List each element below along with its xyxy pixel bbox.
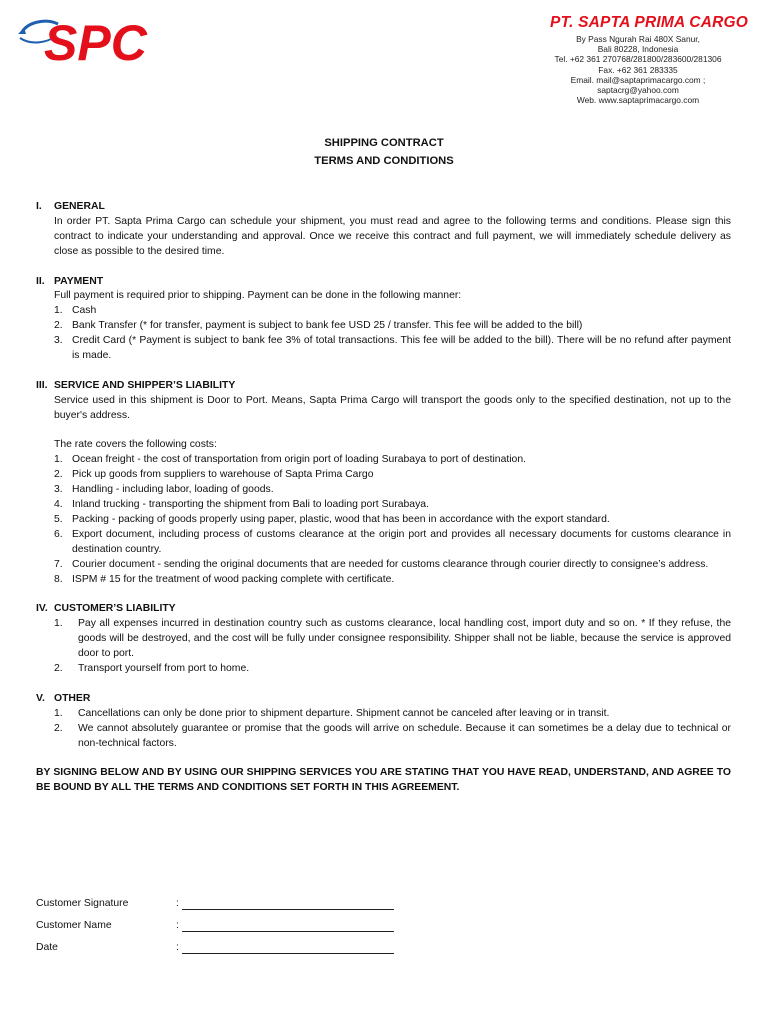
list-item: 3. Handling - including labor, loading of goods. xyxy=(54,484,274,496)
company-address xyxy=(528,34,748,105)
section-text: Full payment is required prior to shipping. Payment can be done in the following manner: xyxy=(54,290,462,302)
section-heading xyxy=(36,200,731,215)
list-item: 2. Pick up goods from suppliers to warehouse of Sapta Prima Cargo xyxy=(54,469,374,481)
customer-list xyxy=(54,617,731,677)
section-number: III. xyxy=(36,379,48,391)
section-number: II. xyxy=(36,275,45,287)
name-row: Customer Name : xyxy=(36,914,394,936)
section-number: IV. xyxy=(36,603,48,615)
section-service xyxy=(36,379,731,588)
section-heading xyxy=(36,379,731,394)
section-number: I. xyxy=(36,201,42,212)
list-item: 3. Credit Card (* Payment is subject to bank fee 3% of total transactions. This fee will be added to the bill). There will be no refund after payment is made. xyxy=(54,335,731,362)
rate-intro: The rate covers the following costs: xyxy=(54,439,217,451)
web-line: Web. www.saptaprimacargo.com xyxy=(576,95,700,106)
other-list xyxy=(54,707,731,752)
section-title: GENERAL xyxy=(54,201,105,212)
section-other xyxy=(36,692,731,752)
fax-line: Fax. +62 361 283335 xyxy=(598,64,678,75)
section-text: In order PT. Sapta Prima Cargo can schedule your shipment, you must read and agree to the following terms and conditions. Please sign this contract to indicate your understanding and approval. Once we receive this contract and full payment, we will immediately schedule delivery as close as possible to the desired time. xyxy=(54,215,731,257)
cost-list xyxy=(54,453,731,587)
name-field[interactable] xyxy=(182,921,394,932)
section-heading xyxy=(36,275,731,290)
list-item: 1. Pay all expenses incurred in destination country such as customs clearance, local handling cost, import duty and so on. * If they refuse, the goods will be destroyed, and the cost will be fully under consignee responsibility. Shipper shall not be liable, because the service is approved door to port. xyxy=(54,618,731,660)
signature-row: Customer Signature : xyxy=(36,892,394,914)
date-row: Date : xyxy=(36,936,394,958)
terms-body xyxy=(36,200,731,796)
list-item: 2. Transport yourself from port to home. xyxy=(54,663,250,675)
name-label: Customer Name xyxy=(36,919,112,931)
closing-statement: BY SIGNING BELOW AND BY USING OUR SHIPPING SERVICES YOU ARE STATING THAT YOU HAVE READ, UNDERSTAND, AND AGREE TO BE BOUND BY ALL THE TERMS AND CONDITIONS SET FORTH IN THIS AGREEMENT. xyxy=(36,767,731,794)
phone-line: Tel. +62 361 270768/281800/283600/281306 xyxy=(554,54,722,65)
email-line: Email. mail@saptaprimacargo.com ; xyxy=(570,74,706,85)
section-number: V. xyxy=(36,692,45,704)
address-line: By Pass Ngurah Rai 480X Sanur, xyxy=(576,34,700,44)
section-title: OTHER xyxy=(54,692,91,704)
section-customer-liability xyxy=(36,602,731,677)
email-line: saptacrg@yahoo.com xyxy=(597,85,679,96)
section-heading xyxy=(36,602,731,617)
logo-text: SPC xyxy=(44,15,147,68)
date-field[interactable] xyxy=(182,943,394,954)
section-general xyxy=(36,200,731,260)
section-title: PAYMENT xyxy=(54,275,104,287)
section-title: SERVICE AND SHIPPER’S LIABILITY xyxy=(54,379,236,391)
document-subtitle: TERMS AND CONDITIONS xyxy=(314,155,454,167)
signature-block xyxy=(36,892,394,958)
spc-logo xyxy=(18,12,163,68)
signature-label: Customer Signature xyxy=(36,897,129,909)
company-name: PT. SAPTA PRIMA CARGO xyxy=(550,14,748,31)
payment-list xyxy=(54,304,731,364)
signature-field[interactable] xyxy=(182,899,394,910)
section-title: CUSTOMER’S LIABILITY xyxy=(54,603,176,615)
list-item: 1. Ocean freight - the cost of transportation from origin port of loading Surabaya to port of destination. xyxy=(54,454,526,466)
address-line: Bali 80228, Indonesia xyxy=(597,44,679,55)
section-payment xyxy=(36,275,731,364)
list-item: 8. ISPM # 15 for the treatment of wood packing complete with certificate. xyxy=(54,573,395,585)
section-text: Service used in this shipment is Door to Port. Means, Sapta Prima Cargo will transport the goods only to the specified destination, not up to the buyer's address. xyxy=(54,394,731,421)
list-item: 4. Inland trucking - transporting the shipment from Bali to loading port Surabaya. xyxy=(54,499,429,511)
section-heading xyxy=(36,692,731,707)
document-title: SHIPPING CONTRACT xyxy=(324,137,444,149)
list-item: 2. We cannot absolutely guarantee or promise that the goods will arrive on schedule. Because it can sometimes be a delay due to technical or non-technical factors. xyxy=(54,722,731,749)
company-info xyxy=(528,14,748,105)
list-item: 1. Cancellations can only be done prior to shipment departure. Shipment cannot be canceled after leaving or in transit. xyxy=(54,707,610,719)
list-item: 5. Packing - packing of goods properly using paper, plastic, wood that has been in accordance with the export standard. xyxy=(54,513,610,525)
list-item: 1. Cash xyxy=(54,305,97,317)
list-item: 7. Courier document - sending the original documents that are needed for customs clearance through courier directly to consignee’s address. xyxy=(54,558,709,570)
date-label: Date xyxy=(36,941,58,953)
list-item: 6. Export document, including process of customs clearance at the origin port and provides all necessary documents for customs clearance in destination country. xyxy=(54,528,731,555)
list-item: 2. Bank Transfer (* for transfer, payment is subject to bank fee USD 25 / transfer. This fee will be added to the bill) xyxy=(54,320,583,332)
